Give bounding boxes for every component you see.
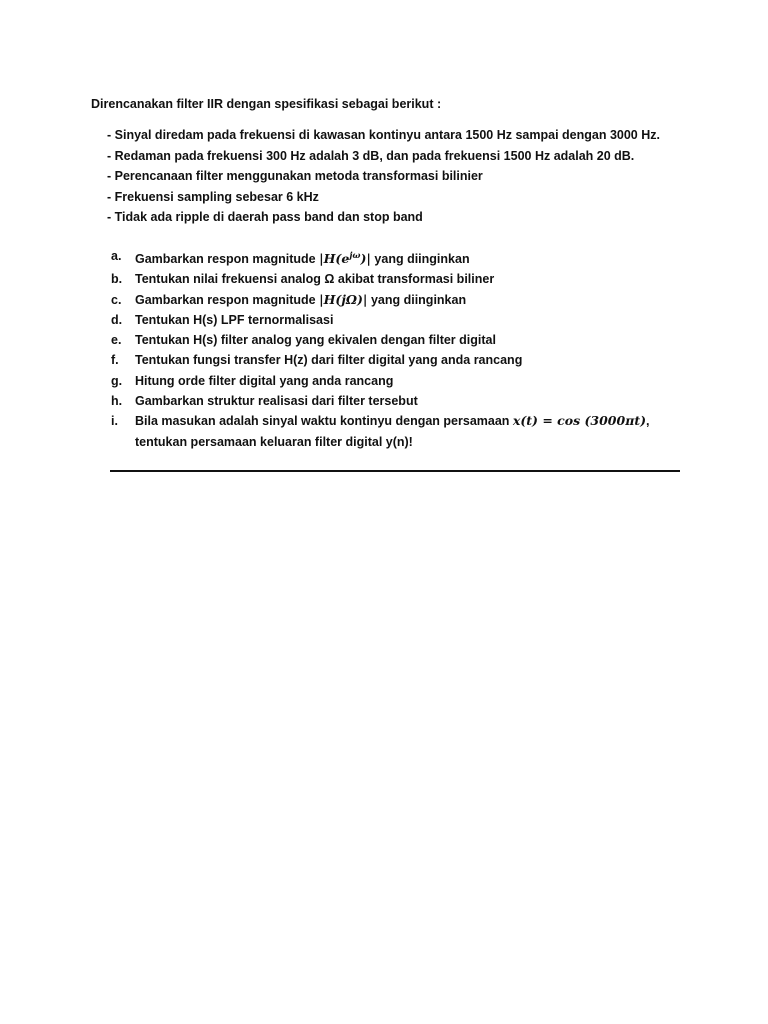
task-text: Tentukan nilai frekuensi analog Ω akibat transformasi biliner <box>135 272 495 287</box>
task-item-e <box>111 330 691 350</box>
task-text-pre: Bila masukan adalah sinyal waktu kontinyu dengan persamaan <box>135 414 513 429</box>
intro-text: Direncanakan filter IIR dengan spesifikasi sebagai berikut : <box>91 97 442 111</box>
task-marker: e. <box>111 333 122 348</box>
math-function: cos <box>557 413 581 429</box>
task-text <box>135 411 691 452</box>
task-item-h <box>111 391 691 411</box>
task-text: Gambarkan struktur realisasi dari filter tersebut <box>135 394 418 409</box>
specification-list <box>107 125 677 228</box>
task-marker: d. <box>111 312 123 327</box>
spec-item: - Perencanaan filter menggunakan metoda transformasi bilinier <box>107 166 677 187</box>
math-part: x(t) = <box>512 413 558 429</box>
task-marker: g. <box>111 373 123 388</box>
math-part: |H(e <box>319 251 350 266</box>
task-marker: c. <box>111 292 122 307</box>
task-text: Tentukan fungsi transfer H(z) dari filter digital yang anda rancang <box>135 353 523 368</box>
task-text-post: yang diinginkan <box>370 252 470 266</box>
math-x-t <box>513 413 646 428</box>
task-marker: i. <box>111 414 118 429</box>
task-text: Hitung orde filter digital yang anda rancang <box>135 373 394 388</box>
spec-item: - Sinyal diredam pada frekuensi di kawasan kontinyu antara 1500 Hz sampai dengan 3000 Hz. <box>107 125 677 146</box>
task-item-i <box>111 411 691 452</box>
task-item-a <box>111 246 691 269</box>
task-text-post: , <box>646 414 650 429</box>
task-marker: a. <box>111 249 122 263</box>
spec-item: - Frekuensi sampling sebesar 6 kHz <box>107 187 677 208</box>
task-item-c <box>111 290 691 310</box>
task-text-pre: Gambarkan respon magnitude <box>135 292 320 307</box>
math-exponent: jω <box>349 251 361 261</box>
task-marker: h. <box>111 394 123 409</box>
spec-item: - Redaman pada frekuensi 300 Hz adalah 3 dB, dan pada frekuensi 1500 Hz adalah 20 dB. <box>107 146 677 167</box>
task-text-pre: Gambarkan respon magnitude <box>135 252 320 266</box>
spec-item: - Tidak ada ripple di daerah pass band dan stop band <box>107 207 677 228</box>
math-part: )| <box>360 251 371 266</box>
task-text <box>135 246 691 269</box>
task-text: Tentukan H(s) LPF ternormalisasi <box>135 312 334 327</box>
math-argument: (3000πt) <box>580 413 647 429</box>
task-item-d <box>111 310 691 330</box>
task-item-g <box>111 371 691 391</box>
task-text-post: yang diinginkan <box>367 292 467 307</box>
math-h-ejw <box>319 251 371 266</box>
task-text: Tentukan H(s) filter analog yang ekivalen dengan filter digital <box>135 333 496 348</box>
task-marker: b. <box>111 272 123 287</box>
task-item-f <box>111 350 691 370</box>
task-marker: f. <box>111 353 119 368</box>
task-list <box>111 246 691 452</box>
math-h-jomega: |H(jΩ)| <box>319 291 368 307</box>
task-text <box>135 290 691 310</box>
task-text-line2: tentukan persamaan keluaran filter digital y(n)! <box>135 434 413 449</box>
horizontal-rule <box>110 470 680 472</box>
task-item-b <box>111 269 691 289</box>
